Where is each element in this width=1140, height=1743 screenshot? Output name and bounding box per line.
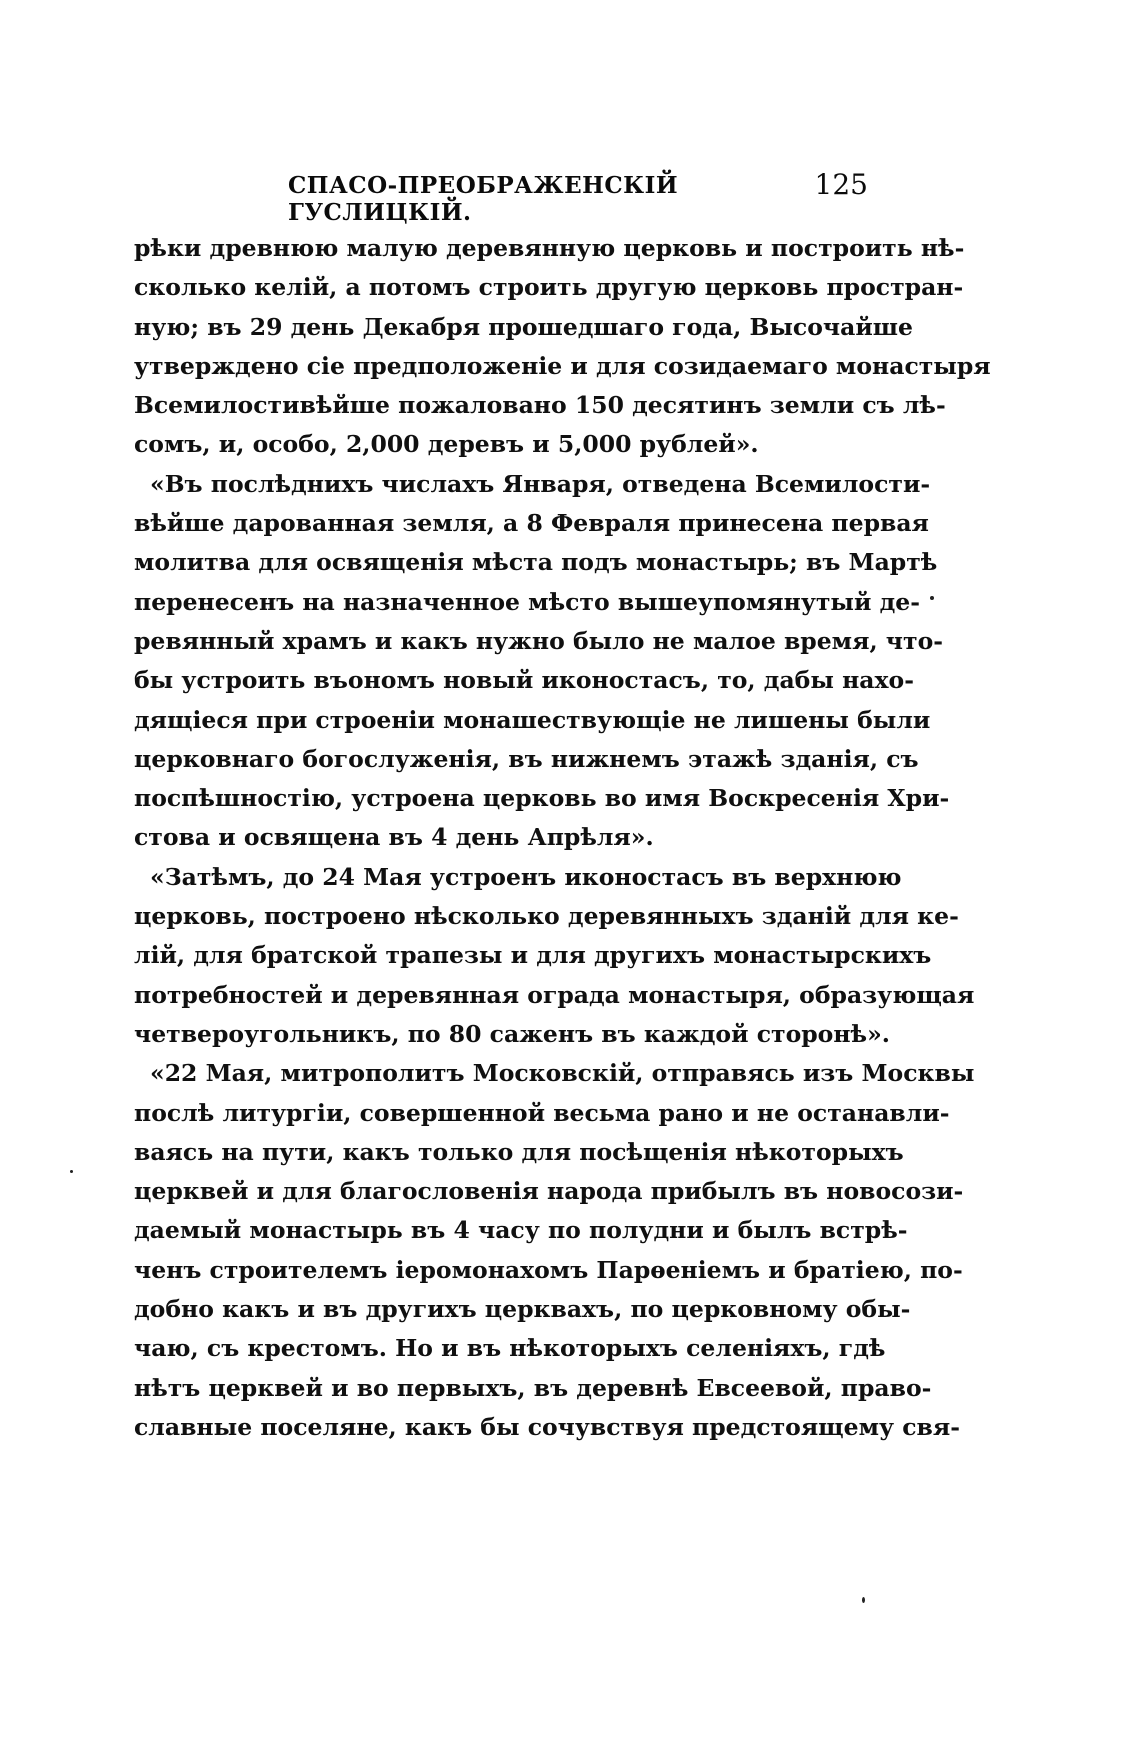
text-line: лій, для братской трапезы и для другихъ монастырскихъ <box>134 941 932 970</box>
text-line: нѣтъ церквей и во первыхъ, въ деревнѣ Евсеевой, право- <box>134 1373 932 1402</box>
scan-speck <box>70 1170 73 1173</box>
text-line: «Въ послѣднихъ числахъ Января, отведена Всемилости- <box>150 469 931 498</box>
text-line: стова и освящена въ 4 день Апрѣля». <box>134 823 654 852</box>
text-line: молитва для освященія мѣста подъ монастырь; въ Мартѣ <box>134 548 938 577</box>
text-line: сколько келій, а потомъ строить другую церковь простран- <box>134 273 964 302</box>
text-line: поспѣшностію, устроена церковь во имя Воскресенія Хри- <box>134 784 950 813</box>
text-line: чаю, съ крестомъ. Но и въ нѣкоторыхъ селеніяхъ, гдѣ <box>134 1334 886 1363</box>
text-line: Всемилостивѣйше пожаловано 150 десятинъ земли съ лѣ- <box>134 391 946 420</box>
text-line: четвероугольникъ, по 80 саженъ въ каждой сторонѣ». <box>134 1019 890 1048</box>
running-title: СПАСО-ПРЕОБРАЖЕНСКІЙ ГУСЛИЦКІЙ. <box>288 172 679 226</box>
scan-speck <box>862 1597 865 1603</box>
text-line: ную; въ 29 день Декабря прошедшаго года, Высочайше <box>134 312 913 341</box>
page-header <box>268 168 868 226</box>
body-text <box>134 229 991 1447</box>
text-line: послѣ литургіи, совершенной весьма рано и не останавли- <box>134 1098 950 1127</box>
text-line: «22 Мая, митрополитъ Московскій, отправясь изъ Москвы <box>150 1059 975 1088</box>
text-line: ваясь на пути, какъ только для посѣщенія нѣкоторыхъ <box>134 1137 904 1166</box>
text-line: бы устроить въономъ новый иконостасъ, то, дабы нахо- <box>134 666 914 695</box>
text-line: славные поселяне, какъ бы сочувствуя предстоящему свя- <box>134 1412 960 1441</box>
text-line: даемый монастырь въ 4 часу по полудни и былъ встрѣ- <box>134 1216 908 1245</box>
text-line: сомъ, и, особо, 2,000 деревъ и 5,000 рублей». <box>134 430 759 459</box>
text-line: добно какъ и въ другихъ церквахъ, по церковному обы- <box>134 1295 911 1324</box>
text-line: рѣки древнюю малую деревянную церковь и построить нѣ- <box>134 234 965 262</box>
text-line: дящіеся при строеніи монашествующіе не лишены были <box>134 705 931 734</box>
text-line: церквей и для благословенія народа прибылъ въ новосози- <box>134 1177 964 1206</box>
text-line: утверждено сіе предположеніе и для созидаемаго монастыря <box>134 351 991 380</box>
text-line: потребностей и деревянная ограда монастыря, образующая <box>134 980 975 1009</box>
text-line: перенесенъ на назначенное мѣсто вышеупомянутый де- <box>134 587 920 616</box>
text-line: церковь, построено нѣсколько деревянныхъ зданій для ке- <box>134 902 959 931</box>
text-line: ченъ строителемъ іеромонахомъ Парѳеніемъ и братіею, по- <box>134 1255 963 1284</box>
text-line: церковнаго богослуженія, въ нижнемъ этажѣ зданія, съ <box>134 744 919 773</box>
text-line: вѣйше дарованная земля, а 8 Февраля принесена первая <box>134 509 929 538</box>
text-line: ревянный храмъ и какъ нужно было не малое время, что- <box>134 626 943 655</box>
page-number: 125 <box>814 168 868 201</box>
text-line: «Затѣмъ, до 24 Мая устроенъ иконостасъ въ верхнюю <box>150 862 902 891</box>
scan-speck <box>930 596 934 600</box>
